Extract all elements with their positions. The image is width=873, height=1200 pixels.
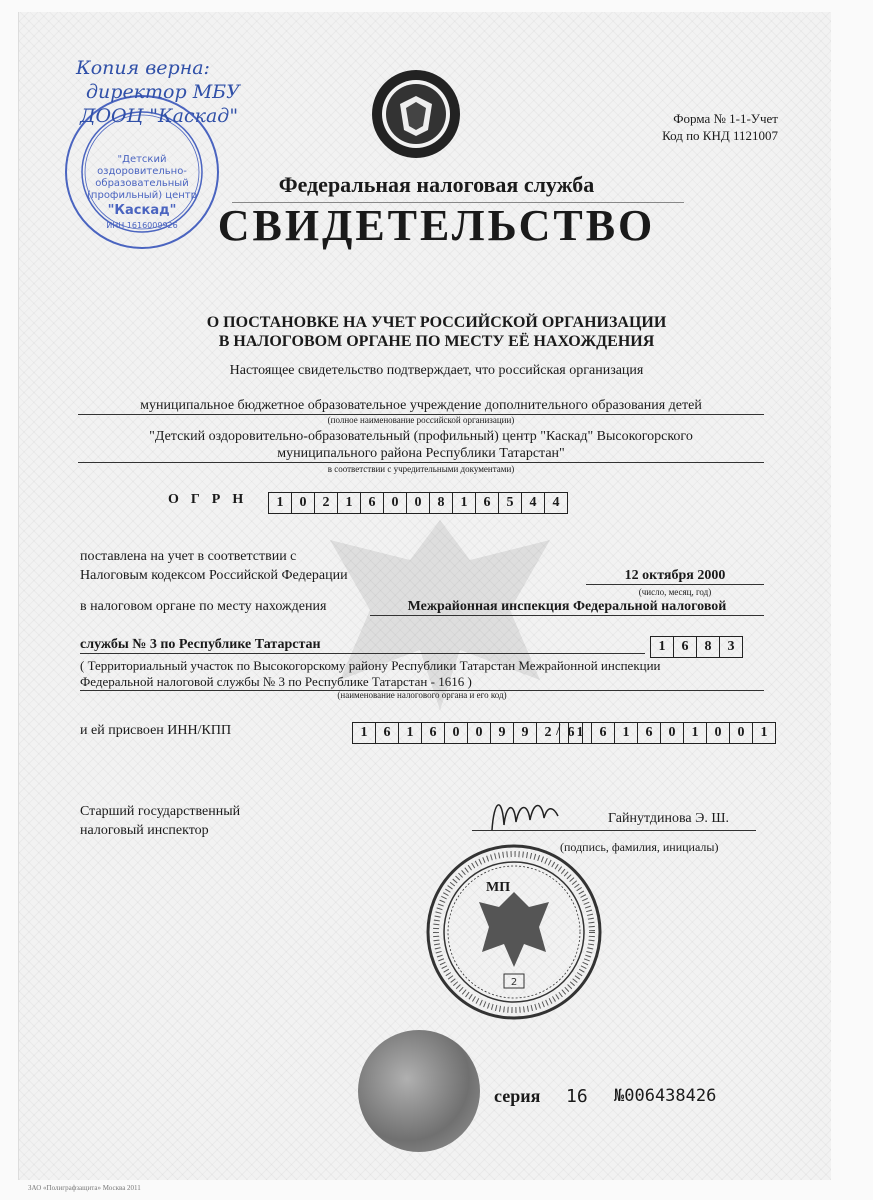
tax-office-code-digit: 1 — [650, 636, 674, 658]
inn-kpp-label: и ей присвоен ИНН/КПП — [80, 723, 232, 738]
svg-text:"Каскад": "Каскад" — [107, 203, 177, 218]
inn-digit: 0 — [467, 722, 491, 744]
seal-placeholder-mark: МП — [486, 880, 511, 895]
svg-text:оздоровительно-: оздоровительно- — [97, 166, 187, 177]
printer-imprint: ЗАО «Полиграфзащита» Москва 2011 — [28, 1184, 141, 1192]
kpp-digit: 6 — [637, 722, 661, 744]
fns-emblem — [370, 68, 462, 160]
inn-digit: 9 — [490, 722, 514, 744]
svg-text:2: 2 — [510, 977, 518, 988]
ogrn-digit: 4 — [544, 492, 568, 514]
registration-line: поставлена на учет в соответствии с — [80, 549, 297, 564]
inn-digit: 1 — [352, 722, 376, 744]
tax-office-name-line2: службы № 3 по Республике Татарстан — [80, 637, 645, 654]
signature-caption: (подпись, фамилия, инициалы) — [560, 840, 719, 854]
subtitle-line: В НАЛОГОВОМ ОРГАНЕ ПО МЕСТУ ЕЁ НАХОЖДЕНИЯ — [218, 333, 655, 350]
inn-digit: 6 — [421, 722, 445, 744]
series-label: серия — [494, 1086, 541, 1106]
registration-line: Налоговым кодексом Российской Федерации — [80, 568, 348, 583]
official-seal — [424, 842, 604, 1022]
handwriting-line: директор МБУ — [86, 81, 240, 103]
ogrn-digit: 6 — [360, 492, 384, 514]
organization-name — [78, 428, 764, 463]
tax-office-label: в налоговом органе по месту нахождения — [80, 599, 327, 614]
inn-digits — [352, 722, 582, 744]
tax-office-code-digit: 6 — [673, 636, 697, 658]
organization-full-name: муниципальное бюджетное образовательное учреждение дополнительного образования детей — [78, 398, 764, 415]
handwriting-line: ДООЦ "Каскад" — [80, 105, 239, 127]
ogrn-digit: 0 — [406, 492, 430, 514]
date-caption: (число, месяц, год) — [638, 587, 712, 597]
document-subtitle — [0, 313, 873, 351]
kpp-digit: 0 — [729, 722, 753, 744]
ogrn-digit: 1 — [452, 492, 476, 514]
subtitle-line: О ПОСТАНОВКЕ НА УЧЕТ РОССИЙСКОЙ ОРГАНИЗАЦИИ — [206, 314, 667, 331]
intro-text: Настоящее свидетельство подтверждает, что российская организация — [229, 363, 644, 378]
kpp-digit: 1 — [568, 722, 592, 744]
form-number-text: Форма № 1-1-Учет — [673, 111, 778, 126]
handwritten-signature — [484, 790, 574, 840]
territorial-line: Федеральной налоговой службы № 3 по Республике Татарстан - 1616 ) — [80, 674, 472, 689]
serial-number: №006438426 — [614, 1086, 717, 1106]
territorial-unit — [80, 658, 764, 691]
series-number: 16 — [566, 1086, 588, 1107]
kpp-digit: 0 — [660, 722, 684, 744]
inn-digit: 1 — [398, 722, 422, 744]
inspector-title — [80, 802, 240, 840]
kpp-digit: 6 — [591, 722, 615, 744]
full-name-caption: (полное наименование российской организации) — [327, 415, 515, 425]
inn-kpp-separator: / — [556, 722, 561, 739]
ogrn-digit: 8 — [429, 492, 453, 514]
tax-office-code — [650, 636, 742, 658]
kpp-digit: 1 — [614, 722, 638, 744]
hologram — [358, 1030, 480, 1152]
inn-digit: 6 — [375, 722, 399, 744]
tax-office-name-line1: Межрайонная инспекция Федеральной налоговой — [370, 599, 764, 616]
ogrn-digit: 1 — [337, 492, 361, 514]
kpp-digits — [568, 722, 775, 744]
organization-name-line: муниципального района Республики Татарстан" — [277, 446, 565, 461]
organization-name-line: "Детский оздоровительно-образовательный (профильный) центр "Каскад" Высокогорского — [149, 429, 693, 444]
territorial-caption: (наименование налогового органа и его код) — [337, 690, 507, 700]
registration-date: 12 октября 2000 — [586, 568, 764, 585]
tax-office-code-digit: 8 — [696, 636, 720, 658]
tax-office-code-digit: 3 — [719, 636, 743, 658]
svg-text:образовательный: образовательный — [95, 178, 189, 189]
form-number — [662, 110, 778, 144]
handwritten-certification — [76, 56, 240, 128]
svg-text:(профильный) центр: (профильный) центр — [87, 190, 197, 201]
knd-code-text: Код по КНД 1121007 — [662, 128, 778, 143]
agency-name: Федеральная налоговая служба — [278, 172, 595, 197]
handwriting-line: Копия верна: — [76, 57, 210, 79]
ogrn-digit: 1 — [268, 492, 292, 514]
registration-text — [80, 547, 348, 585]
document-title: СВИДЕТЕЛЬСТВО — [217, 201, 656, 250]
ogrn-digit: 0 — [383, 492, 407, 514]
kpp-digit: 1 — [683, 722, 707, 744]
kpp-digit: 0 — [706, 722, 730, 744]
kpp-digit: 1 — [752, 722, 776, 744]
ogrn-digit: 6 — [475, 492, 499, 514]
inn-digit: 6 — [559, 722, 583, 744]
name-caption: в соответствии с учредительными документами) — [327, 464, 515, 474]
inspector-title-line: налоговый инспектор — [80, 823, 209, 838]
inn-digit: 9 — [513, 722, 537, 744]
inn-digit: 0 — [444, 722, 468, 744]
svg-text:ИНН 1616009926: ИНН 1616009926 — [106, 221, 178, 230]
ogrn-digit: 5 — [498, 492, 522, 514]
svg-text:"Детский: "Детский — [117, 154, 167, 165]
ogrn-digit: 2 — [314, 492, 338, 514]
inn-digit: 2 — [536, 722, 560, 744]
ogrn-digit: 4 — [521, 492, 545, 514]
inspector-name: Гайнутдинова Э. Ш. — [608, 811, 729, 826]
signature-line — [472, 830, 756, 831]
ogrn-digit: 0 — [291, 492, 315, 514]
inspector-title-line: Старший государственный — [80, 804, 241, 819]
ogrn-label: ОГРН — [168, 492, 256, 507]
territorial-line: ( Территориальный участок по Высокогорскому району Республики Татарстан Межрайонной инспекции — [80, 658, 661, 673]
